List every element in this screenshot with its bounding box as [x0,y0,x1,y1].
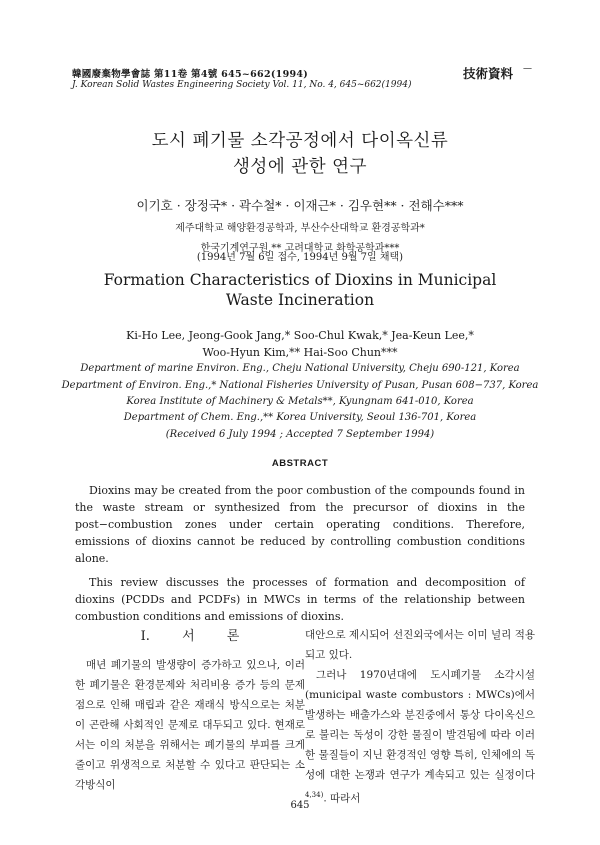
title-korean [0,128,600,180]
affiliation-english: Department of marine Environ. Eng., Cheju National University, Cheju 690-121, Korea [80,363,520,374]
affiliation-english: Department of Chem. Eng.,** Korea University, Seoul 136-701, Korea [123,412,477,423]
authors-english-line: Woo-Hyun Kim,** Hai-Soo Chun*** [202,346,398,359]
abstract-paragraph: This review discusses the processes of formation and decomposition of dioxins (PCDDs and PCDFs) in MWCs in terms of the relationship between combustion conditions and emissions of dioxins. [75,576,525,623]
affiliation-english: Department of Environ. Eng.,* National Fisheries University of Pusan, Pusan 608−737, Korea [61,380,539,391]
citation-ref: 4,34) [305,791,324,799]
right-column-text: . 따라서 [323,792,361,805]
section-heading-introduction: Ⅰ. 서 론 [140,629,240,644]
intro-paragraph: 매년 폐기물의 발생량이 증가하고 있으나, 이러한 폐기물은 환경문제와 처리비용 증가 등의 문제점으로 인해 매립과 같은 재래식 방식으로는 처분이 곤란해 사회적인 문제로 대두되고 있다. 현재로서는 이의 처분을 위해서는 폐기물의 부피를 크게 줄이고 위생적으로 처분할 수 있다고 판단되는 소각방식이 [75,659,305,791]
title-english-line: Formation Characteristics of Dioxins in Municipal [103,271,497,289]
right-column-text: 그러나 1970년대에 도시폐기물 소각시설(municipal waste combustors : MWCs)에서 발생하는 배출가스와 분진중에서 통상 다이옥신으로 불리는 독성이 강한 물질이 발견됨에 따라 이러한 물질들이 지닌 환경적인 영향 특히, 인체에의 독성에 대한 논쟁과 연구가 계속되고 있는 실정이다 [305,669,535,781]
page-number: 645 [290,800,310,811]
abstract-paragraph: Dioxins may be created from the poor combustion of the compounds found in the waste stream or synthesized from the precursor of dioxins in the post−combustion zones under certain operating conditions. Therefore, emissions of dioxins cannot be reduced by controlling combustion conditions alone. [75,484,525,565]
authors-korean: 이기호 · 장정국* · 곽수철* · 이재근* · 김우현** · 전해수*** [136,198,464,213]
abstract-heading: ABSTRACT [271,458,329,469]
affiliation-english: Korea Institute of Machinery & Metals**, Kyungnam 641-010, Korea [126,396,474,407]
abstract-body [75,482,525,625]
title-korean-line: 도시 폐기물 소각공정에서 다이옥신류 [151,131,449,151]
title-english [0,270,600,310]
left-column [75,655,305,795]
right-column-paragraph: 대안으로 제시되어 선진외국에서는 이미 널리 적용되고 있다. [305,629,535,661]
title-korean-line: 생성에 관한 연구 [233,157,367,177]
journal-header-korean: 韓國廢棄物學會誌 第11卷 第4號 645~662(1994) [72,69,309,80]
received-date-english: (Received 6 July 1994 ; Accepted 7 September 1994) [165,429,435,440]
right-column [305,625,535,809]
title-english-line: Waste Incineration [225,291,375,309]
right-column-paragraph [305,665,535,809]
header-mark: — [523,64,532,74]
section-tag: 技術資料 [463,66,514,81]
authors-english [0,327,600,361]
journal-header-english: J. Korean Solid Wastes Engineering Society Vol. 11, No. 4, 645~662(1994) [72,80,412,90]
authors-english-line: Ki-Ho Lee, Jeong-Gook Jang,* Soo-Chul Kwak,* Jea-Keun Lee,* [126,329,474,342]
received-date-korean: (1994년 7월 6일 접수, 1994년 9월 7일 채택) [196,252,404,263]
affiliation-korean: 한국기계연구원,** 고려대학교 화학공학과*** [200,243,400,254]
affiliation-korean: 제주대학교 해양환경공학과, 부산수산대학교 환경공학과* [175,223,425,234]
